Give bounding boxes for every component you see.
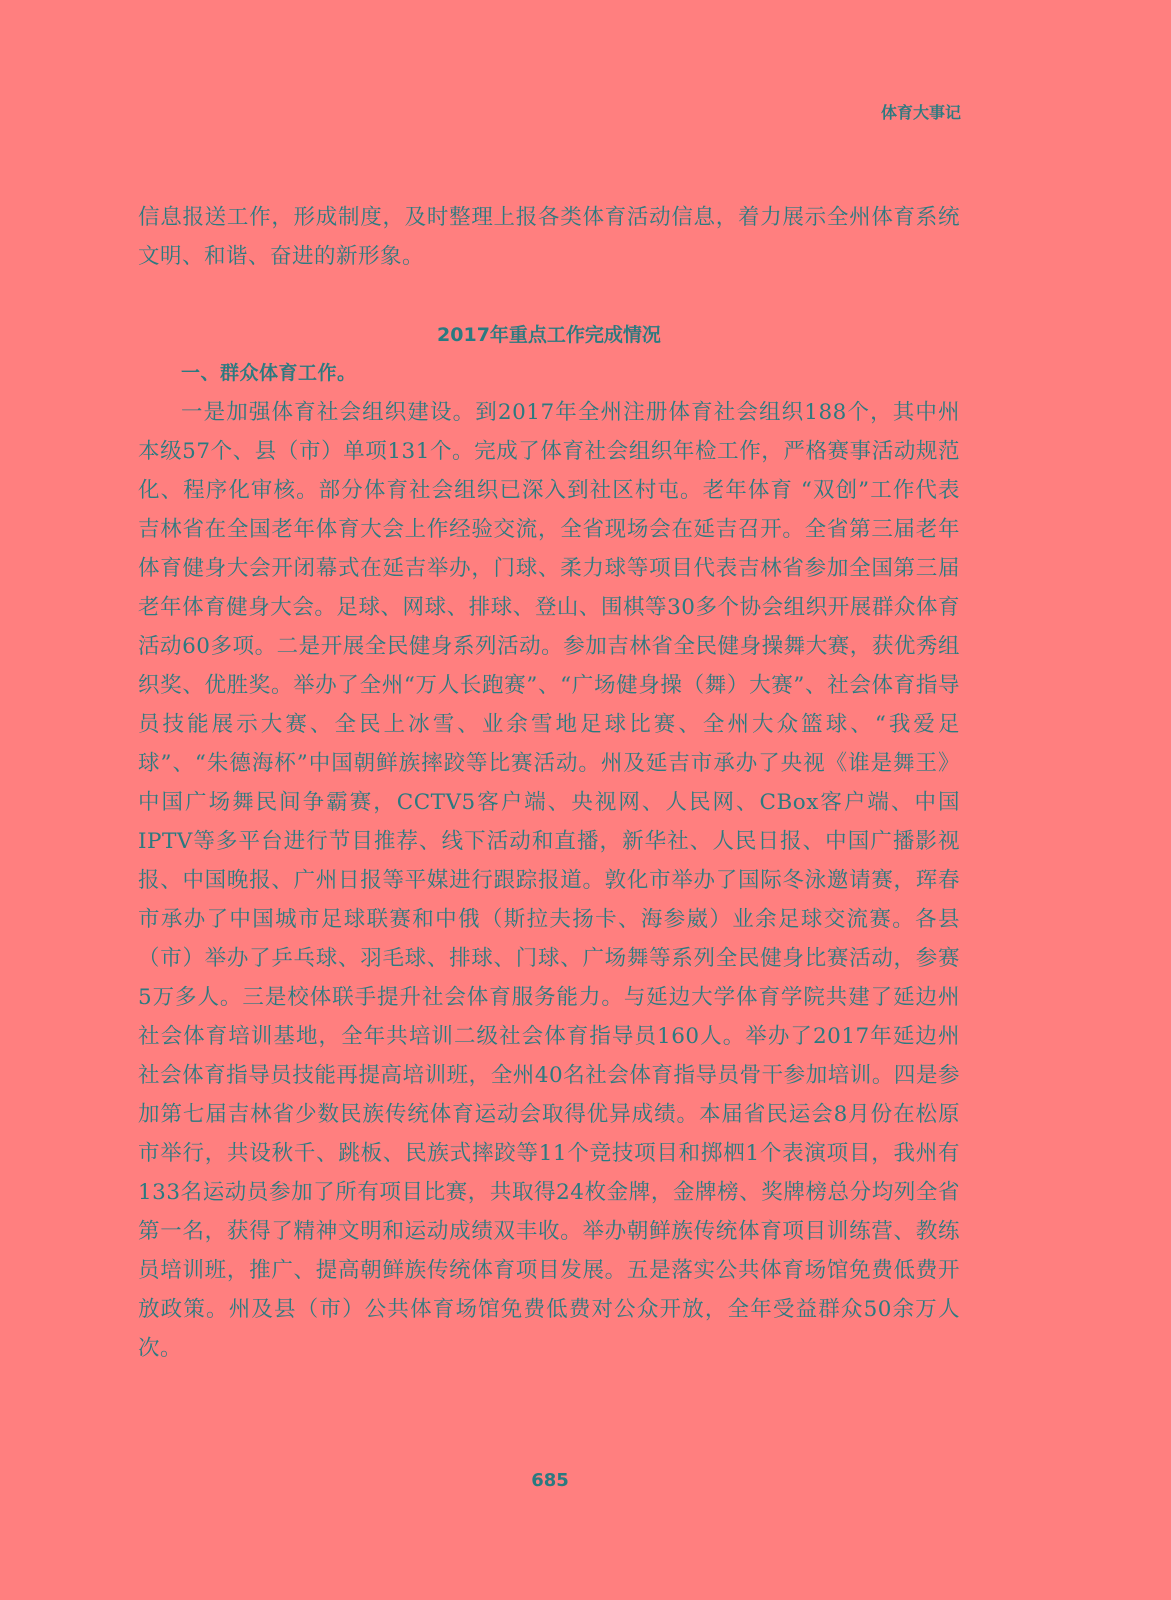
- sub-heading: 一、群众体育工作。: [181, 362, 357, 384]
- opening-paragraph: 信息报送工作，形成制度，及时整理上报各类体育活动信息，着力展示全州体育系统文明、和谐、奋进的新形象。: [138, 205, 960, 269]
- running-header: 体育大事记: [880, 103, 961, 122]
- main-paragraph: 一是加强体育社会组织建设。到2017年全州注册体育社会组织188个，其中州本级57个、县（市）单项131个。完成了体育社会组织年检工作，严格赛事活动规范化、程序化审核。部分体育社会组织已深入到社区村屯。老年体育 “双创”工作代表吉林省在全国老年体育大会上作经验交流，全省现场会在延吉召开。全省第三届老年体育健身大会开闭幕式在延吉举办，门球、柔力球等项目代表吉林省参加全国第三届老年体育健身大会。足球、网球、排球、登山、围棋等30多个协会组织开展群众体育活动60多项。二是开展全民健身系列活动。参加吉林省全民健身操舞大赛，获优秀组织奖、优胜奖。举办了全州“万人长跑赛”、“广场健身操（舞）大赛”、社会体育指导员技能展示大赛、全民上冰雪、业余雪地足球比赛、全州大众篮球、“我爱足球”、“朱德海杯”中国朝鲜族摔跤等比赛活动。州及延吉市承办了央视《谁是舞王》中国广场舞民间争霸赛，CCTV5客户端、央视网、人民网、CBox客户端、中国IPTV等多平台进行节目推荐、线下活动和直播，新华社、人民日报、中国广播影视报、中国晚报、广州日报等平媒进行跟踪报道。敦化市举办了国际冬泳邀请赛，珲春市承办了中国城市足球联赛和中俄（斯拉夫扬卡、海参崴）业余足球交流赛。各县（市）举办了乒乓球、羽毛球、排球、门球、广场舞等系列全民健身比赛活动，参赛5万多人。三是校体联手提升社会体育服务能力。与延边大学体育学院共建了延边州社会体育培训基地，全年共培训二级社会体育指导员160人。举办了2017年延边州社会体育指导员技能再提高培训班，全州40名社会体育指导员骨干参加培训。四是参加第七届吉林省少数民族传统体育运动会取得优异成绩。本届省民运会8月份在松原市举行，共设秋千、跳板、民族式摔跤等11个竞技项目和掷柶1个表演项目，我州有133名运动员参加了所有项目比赛，共取得24枚金牌，金牌榜、奖牌榜总分均列全省第一名，获得了精神文明和运动成绩双丰收。举办朝鲜族传统体育项目训练营、教练员培训班，推广、提高朝鲜族传统体育项目发展。五是落实公共体育场馆免费低费开放政策。州及县（市）公共体育场馆免费低费对公众开放，全年受益群众50余万人次。: [138, 400, 960, 1361]
- page-body: [138, 198, 960, 1368]
- page-number: 685: [531, 1470, 569, 1491]
- section-title: 2017年重点工作完成情况: [437, 324, 661, 346]
